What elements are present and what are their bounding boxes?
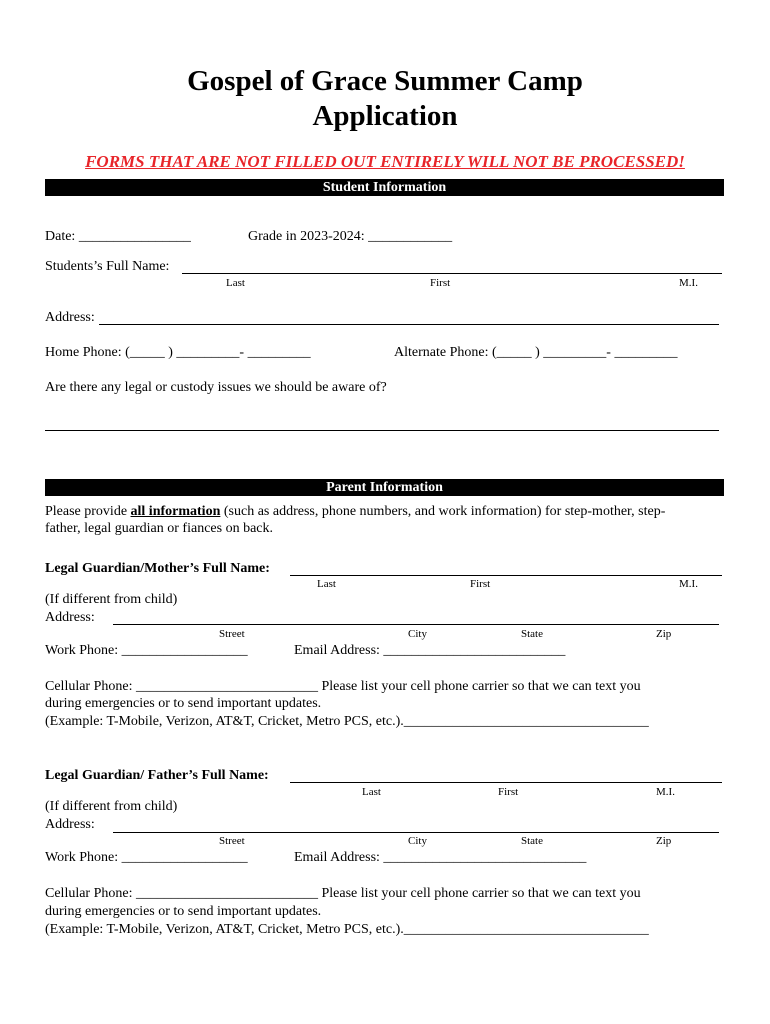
mother-cell-phone-field[interactable]: Cellular Phone: __________________________ Please list your cell phone carrier so that we can text you xyxy=(45,679,641,694)
father-cell-phone-field[interactable]: Cellular Phone: __________________________ Please list your cell phone carrier so that we can text you xyxy=(45,886,641,901)
father-name-sub-last: Last xyxy=(362,786,381,798)
student-section-header: Student Information xyxy=(45,179,724,196)
father-cell-note-line2: during emergencies or to send important updates. xyxy=(45,904,322,919)
mother-carrier-field[interactable]: (Example: T-Mobile, Verizon, AT&T, Cricket, Metro PCS, etc.).___________________________________ xyxy=(45,714,649,729)
father-sub-zip: Zip xyxy=(656,835,672,847)
father-work-phone-field[interactable]: Work Phone: __________________ xyxy=(45,850,248,865)
parent-intro-line2: father, legal guardian or fiances on back. xyxy=(45,521,273,536)
legal-custody-answer-field[interactable] xyxy=(45,430,719,431)
grade-field[interactable]: Grade in 2023-2024: ____________ xyxy=(248,229,453,244)
father-sub-street: Street xyxy=(219,835,245,847)
student-address-label: Address: xyxy=(45,310,95,325)
warning-text: FORMS THAT ARE NOT FILLED OUT ENTIRELY WILL NOT BE PROCESSED! xyxy=(85,152,685,171)
mother-cell-note-line2: during emergencies or to send important updates. xyxy=(45,696,322,711)
mother-name-label: Legal Guardian/Mother’s Full Name: xyxy=(45,561,270,576)
father-email-field[interactable]: Email Address: _____________________________ xyxy=(294,850,587,865)
father-carrier-field[interactable]: (Example: T-Mobile, Verizon, AT&T, Cricket, Metro PCS, etc.).___________________________________ xyxy=(45,922,649,937)
father-name-label: Legal Guardian/ Father’s Full Name: xyxy=(45,768,269,783)
legal-custody-question: Are there any legal or custody issues we should be aware of? xyxy=(45,380,387,395)
mother-sub-street: Street xyxy=(219,628,245,640)
mother-sub-state: State xyxy=(521,628,543,640)
date-field[interactable]: Date: ________________ xyxy=(45,229,191,244)
home-phone-field[interactable]: Home Phone: (_____ ) _________- _________ xyxy=(45,345,311,360)
parent-section-header: Parent Information xyxy=(45,479,724,496)
parent-intro-line1: Please provide all information (such as address, phone numbers, and work information) for step-mother, step- xyxy=(45,504,666,519)
father-address-label: Address: xyxy=(45,817,95,832)
mother-email-field[interactable]: Email Address: __________________________ xyxy=(294,643,566,658)
mother-name-sub-last: Last xyxy=(317,578,336,590)
mother-address-label: Address: xyxy=(45,610,95,625)
father-name-sub-first: First xyxy=(498,786,519,798)
student-name-sub-last: Last xyxy=(226,277,245,289)
mother-sub-zip: Zip xyxy=(656,628,672,640)
student-name-field[interactable] xyxy=(182,273,722,274)
father-sub-state: State xyxy=(521,835,543,847)
father-address-field[interactable] xyxy=(113,832,719,833)
form-title-line2: Application xyxy=(312,100,458,132)
father-name-field[interactable] xyxy=(290,782,722,783)
mother-different-note: (If different from child) xyxy=(45,592,178,607)
alternate-phone-field[interactable]: Alternate Phone: (_____ ) _________- _________ xyxy=(394,345,678,360)
father-name-sub-mi: M.I. xyxy=(656,786,675,798)
mother-name-sub-mi: M.I. xyxy=(679,578,698,590)
student-name-sub-first: First xyxy=(430,277,451,289)
form-title-line1: Gospel of Grace Summer Camp xyxy=(187,65,583,97)
mother-work-phone-field[interactable]: Work Phone: __________________ xyxy=(45,643,248,658)
student-name-sub-mi: M.I. xyxy=(679,277,698,289)
father-different-note: (If different from child) xyxy=(45,799,178,814)
student-address-field[interactable] xyxy=(99,324,719,325)
student-name-label: Students’s Full Name: xyxy=(45,259,170,274)
father-sub-city: City xyxy=(408,835,427,847)
mother-name-sub-first: First xyxy=(470,578,491,590)
mother-name-field[interactable] xyxy=(290,575,722,576)
mother-sub-city: City xyxy=(408,628,427,640)
mother-address-field[interactable] xyxy=(113,624,719,625)
